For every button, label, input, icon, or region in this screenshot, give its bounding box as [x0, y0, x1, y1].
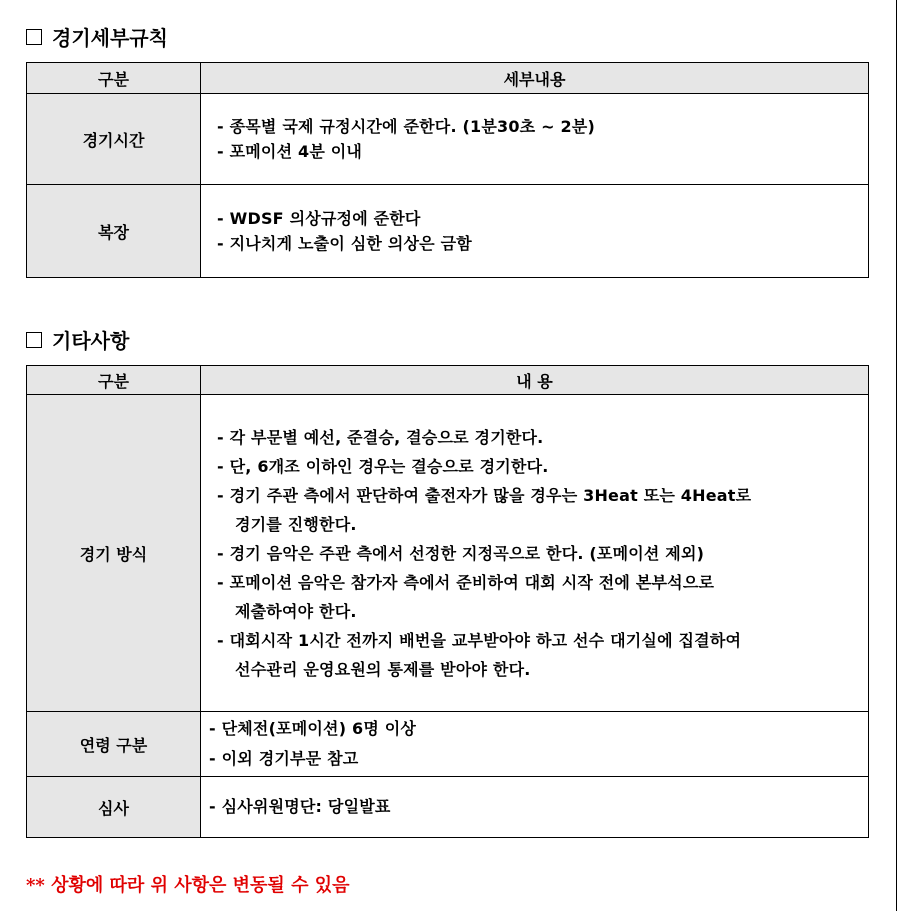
footnote-notice: ** 상황에 따라 위 사항은 변동될 수 있음 [26, 875, 350, 896]
content-line: - 단체전(포메이션) 6명 이상 [209, 719, 417, 738]
content-line: - 이외 경기부문 참고 [209, 749, 359, 768]
misc-table [26, 365, 869, 838]
row-content [201, 395, 869, 712]
content-line: 제출하여야 한다. [235, 601, 357, 621]
content-line: 선수관리 운영요원의 통제를 받아야 한다. [235, 659, 531, 679]
content-line: - 포메이션 음악은 참가자 측에서 준비하여 대회 시작 전에 본부석으로 [217, 572, 715, 592]
row-label: 심사 [27, 777, 201, 838]
content-line: - 포메이션 4분 이내 [217, 142, 363, 161]
checkbox-icon [26, 29, 42, 45]
section-title-text: 기타사항 [52, 329, 130, 353]
row-content [201, 94, 869, 185]
content-line: - 대회시작 1시간 전까지 배번을 교부받아야 하고 선수 대기실에 집결하여 [217, 630, 742, 650]
content-line: 경기를 진행한다. [235, 514, 357, 534]
table-header-row [27, 366, 869, 395]
header-content: 내 용 [201, 366, 869, 395]
content-line: - WDSF 의상규정에 준한다 [217, 209, 421, 228]
section-title-rules [26, 22, 168, 51]
page-right-border [896, 0, 897, 911]
header-category: 구분 [27, 366, 201, 395]
row-content [201, 185, 869, 278]
table-row [27, 185, 869, 278]
checkbox-icon [26, 332, 42, 348]
section-title-misc [26, 325, 129, 354]
content-line: - 경기 주관 측에서 판단하여 출전자가 많을 경우는 3Heat 또는 4Heat로 [217, 485, 752, 505]
content-line: - 경기 음악은 주관 측에서 선정한 지정곡으로 한다. (포메이션 제외) [217, 543, 705, 563]
row-label: 경기시간 [27, 94, 201, 185]
table-row [27, 777, 869, 838]
row-label: 연령 구분 [27, 712, 201, 777]
table-row [27, 94, 869, 185]
header-category: 구분 [27, 63, 201, 94]
content-line: - 종목별 국제 규정시간에 준한다. (1분30초 ~ 2분) [217, 117, 595, 136]
row-content [201, 712, 869, 777]
row-content [201, 777, 869, 838]
content-line: - 지나치게 노출이 심한 의상은 금함 [217, 234, 472, 253]
table-row [27, 712, 869, 777]
content-line: - 심사위원명단: 당일발표 [209, 797, 391, 816]
header-details: 세부내용 [201, 63, 869, 94]
content-line: - 각 부문별 예선, 준결승, 결승으로 경기한다. [217, 427, 544, 447]
row-label: 복장 [27, 185, 201, 278]
table-header-row [27, 63, 869, 94]
row-label: 경기 방식 [27, 395, 201, 712]
content-line: - 단, 6개조 이하인 경우는 결승으로 경기한다. [217, 456, 549, 476]
table-row [27, 395, 869, 712]
section-title-text: 경기세부규칙 [52, 26, 168, 50]
rules-table [26, 62, 869, 278]
